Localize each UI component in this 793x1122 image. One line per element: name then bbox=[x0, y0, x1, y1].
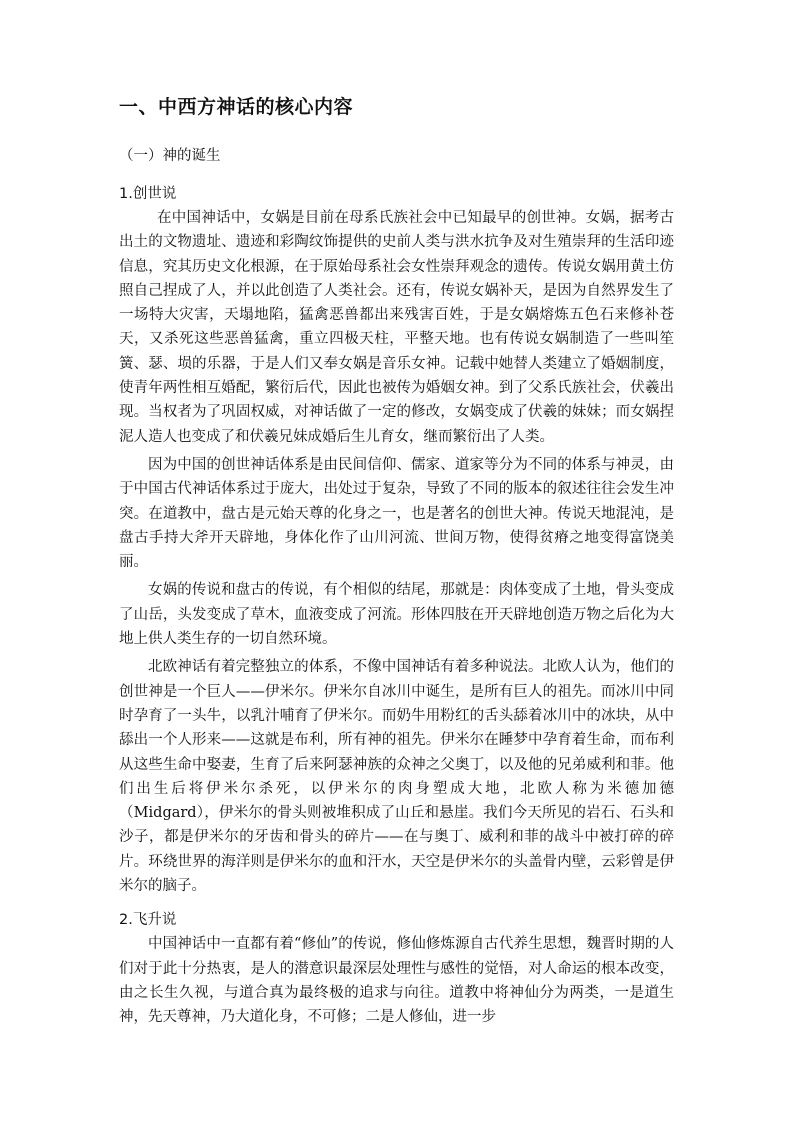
paragraph: 北欧神话有着完整独立的体系，不像中国神话有着多种说法。北欧人认为，他们的创世神是一个巨人——伊米尔。伊米尔自冰川中诞生，是所有巨人的祖先。而冰川中同时孕育了一头牛，以乳汁哺育了伊米尔。而奶牛用粉红的舌头舔着冰川中的冰块，从中舔出一个人形来——这就是布利，所有神的祖先。伊米尔在睡梦中孕育着生命，而布利从这些生命中娶妻，生育了后来阿瑟神族的众神之父奥丁，以及他的兄弟威利和菲。他们出生后将伊米尔杀死，以伊米尔的肉身塑成大地，北欧人称为米德加德（Midgard），伊米尔的骨头则被堆积成了山丘和悬崖。我们今天所见的岩石、石头和沙子，都是伊米尔的牙齿和骨头的碎片——在与奥丁、威利和菲的战斗中被打碎的碎片。环绕世界的海洋则是伊米尔的血和汗水，天空是伊米尔的头盖骨内壁，云彩曾是伊米尔的脑子。 bbox=[119, 659, 674, 895]
document-body bbox=[119, 92, 674, 1034]
subsection-heading-ascension: 2.飞升说 bbox=[119, 912, 177, 929]
paragraph: 中国神话中一直都有着“修仙”的传说，修仙修炼源自古代养生思想，魏晋时期的人们对于此十分热衷，是人的潜意识最深层处理性与感性的觉悟，对人命运的根本改变，由之长生久视，与道合真为最终极的追求与向往。道教中将神仙分为两类，一是道生神，先天尊神，乃大道化身，不可修；二是人修仙，进一步 bbox=[119, 936, 674, 1026]
chapter-heading: 一、中西方神话的核心内容 bbox=[119, 96, 354, 118]
subsection-heading-creation: 1.创世说 bbox=[119, 186, 177, 202]
paragraph: 因为中国的创世神话体系是由民间信仰、儒家、道家等分为不同的体系与神灵，由于中国古代神话体系过于庞大，出处过于复杂，导致了不同的版本的叙述往往会发生冲突。在道教中，盘古是元始天尊的化身之一，也是著名的创世大神。传说天地混沌，是盘古手持大斧开天辟地，身体化作了山川河流、世间万物，使得贫瘠之地变得富饶美丽。 bbox=[119, 456, 674, 571]
paragraph: 女娲的传说和盘古的传说，有个相似的结尾，那就是：肉体变成了土地，骨头变成了山岳，头发变成了草木，血液变成了河流。形体四肢在开天辟地创造万物之后化为大地上供人类生存的一切自然环境。 bbox=[119, 582, 674, 648]
paragraph: 在中国神话中，女娲是目前在母系氏族社会中已知最早的创世神。女娲，据考古出土的文物遗址、遗迹和彩陶纹饰提供的史前人类与洪水抗争及对生殖崇拜的生活印迹信息，究其历史文化根源，在于原始母系社会女性崇拜观念的遗传。传说女娲用黄土仿照自己捏成了人，并以此创造了人类社会。还有，传说女娲补天，是因为自然界发生了一场特大灾害，天塌地陷，猛禽恶兽都出来残害百姓，于是女娲熔炼五色石来修补苍天，又杀死这些恶兽猛禽，重立四极天柱，平整天地。也有传说女娲制造了一些叫笙簧、瑟、埙的乐器，于是人们又奉女娲是音乐女神。记载中她替人类建立了婚姻制度，使青年两性相互婚配，繁衍后代，因此也被传为婚姻女神。到了父系氏族社会，伏羲出现。当权者为了巩固权威，对神话做了一定的修改，女娲变成了伏羲的妹妹；而女娲捏泥人造人也变成了和伏羲兄妹成婚后生儿育女，继而繁衍出了人类。 bbox=[119, 210, 674, 445]
section-heading: （一）神的诞生 bbox=[119, 148, 221, 164]
